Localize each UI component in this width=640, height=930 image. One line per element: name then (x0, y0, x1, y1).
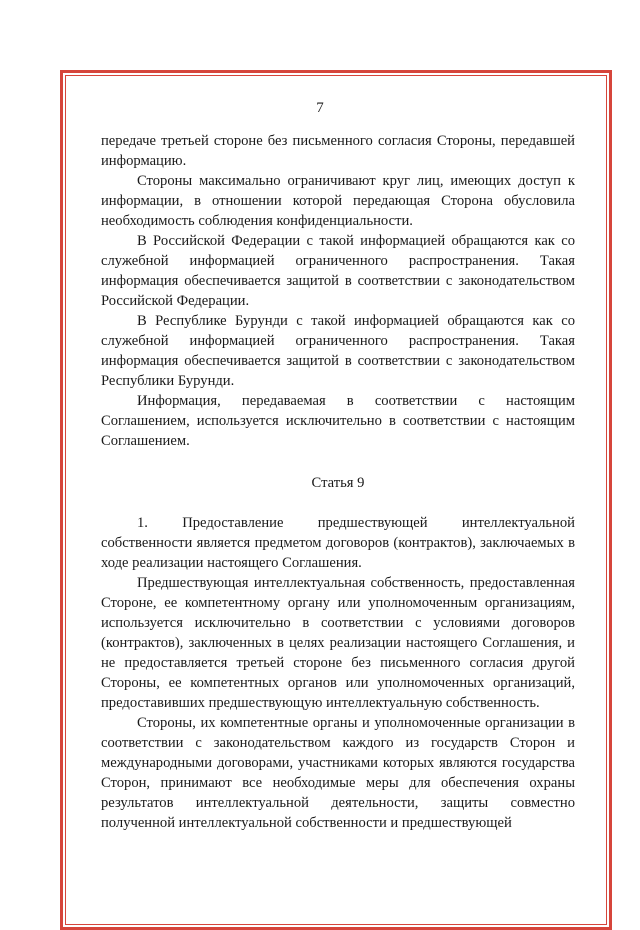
spacer (101, 451, 575, 473)
article-paragraph-3: Стороны, их компетентные органы и уполномоченные организации в соответствии с законодательством каждого из государств Сторон и международными договорами, участниками которых являются государства Сторон, принимают все необходимые меры для обеспечения охраны результатов интеллектуальной деятельности, защиты совместно полученной интеллектуальной собственности и предшествующей (101, 715, 575, 831)
document-body (101, 131, 575, 833)
paragraph-information-use: Информация, передаваемая в соответствии с настоящим Соглашением, используется исключительно в соответствии с настоящим Соглашением. (101, 393, 575, 449)
paragraph-confidentiality: Стороны максимально ограничивают круг лиц, имеющих доступ к информации, в отношении которой передающая Сторона обусловила необходимость соблюдения конфиденциальности. (101, 173, 575, 229)
article-heading: Статья 9 (311, 475, 365, 491)
article-paragraph-2: Предшествующая интеллектуальная собственность, предоставленная Стороне, ее компетентному органу или уполномоченным организациям, используется исключительно в соответствии с условиями договоров (контрактов), заключенных в целях реализации настоящего Соглашения, и не предоставляется третьей стороне без письменного согласия другой Стороны, ее компетентных органов или уполномоченных организаций, предоставивших предшествующую интеллектуальную собственность. (101, 575, 575, 711)
paragraph-burundi: В Республике Бурунди с такой информацией обращаются как со служебной информацией ограниченного распространения. Такая информация обеспечивается защитой в соответствии с законодательством Республики Бурунди. (101, 313, 575, 389)
article-paragraph-1: 1. Предоставление предшествующей интеллектуальной собственности является предметом договоров (контрактов), заключаемых в ходе реализации настоящего Соглашения. (101, 515, 575, 571)
paragraph-continuation: передаче третьей стороне без письменного согласия Стороны, передавшей информацию. (101, 133, 575, 169)
spacer (101, 493, 575, 513)
paragraph-russian-federation: В Российской Федерации с такой информацией обращаются как со служебной информацией ограниченного распространения. Такая информация обеспечивается защитой в соответствии с законодательством Российской Федерации. (101, 233, 575, 309)
page-number: 7 (316, 100, 324, 116)
